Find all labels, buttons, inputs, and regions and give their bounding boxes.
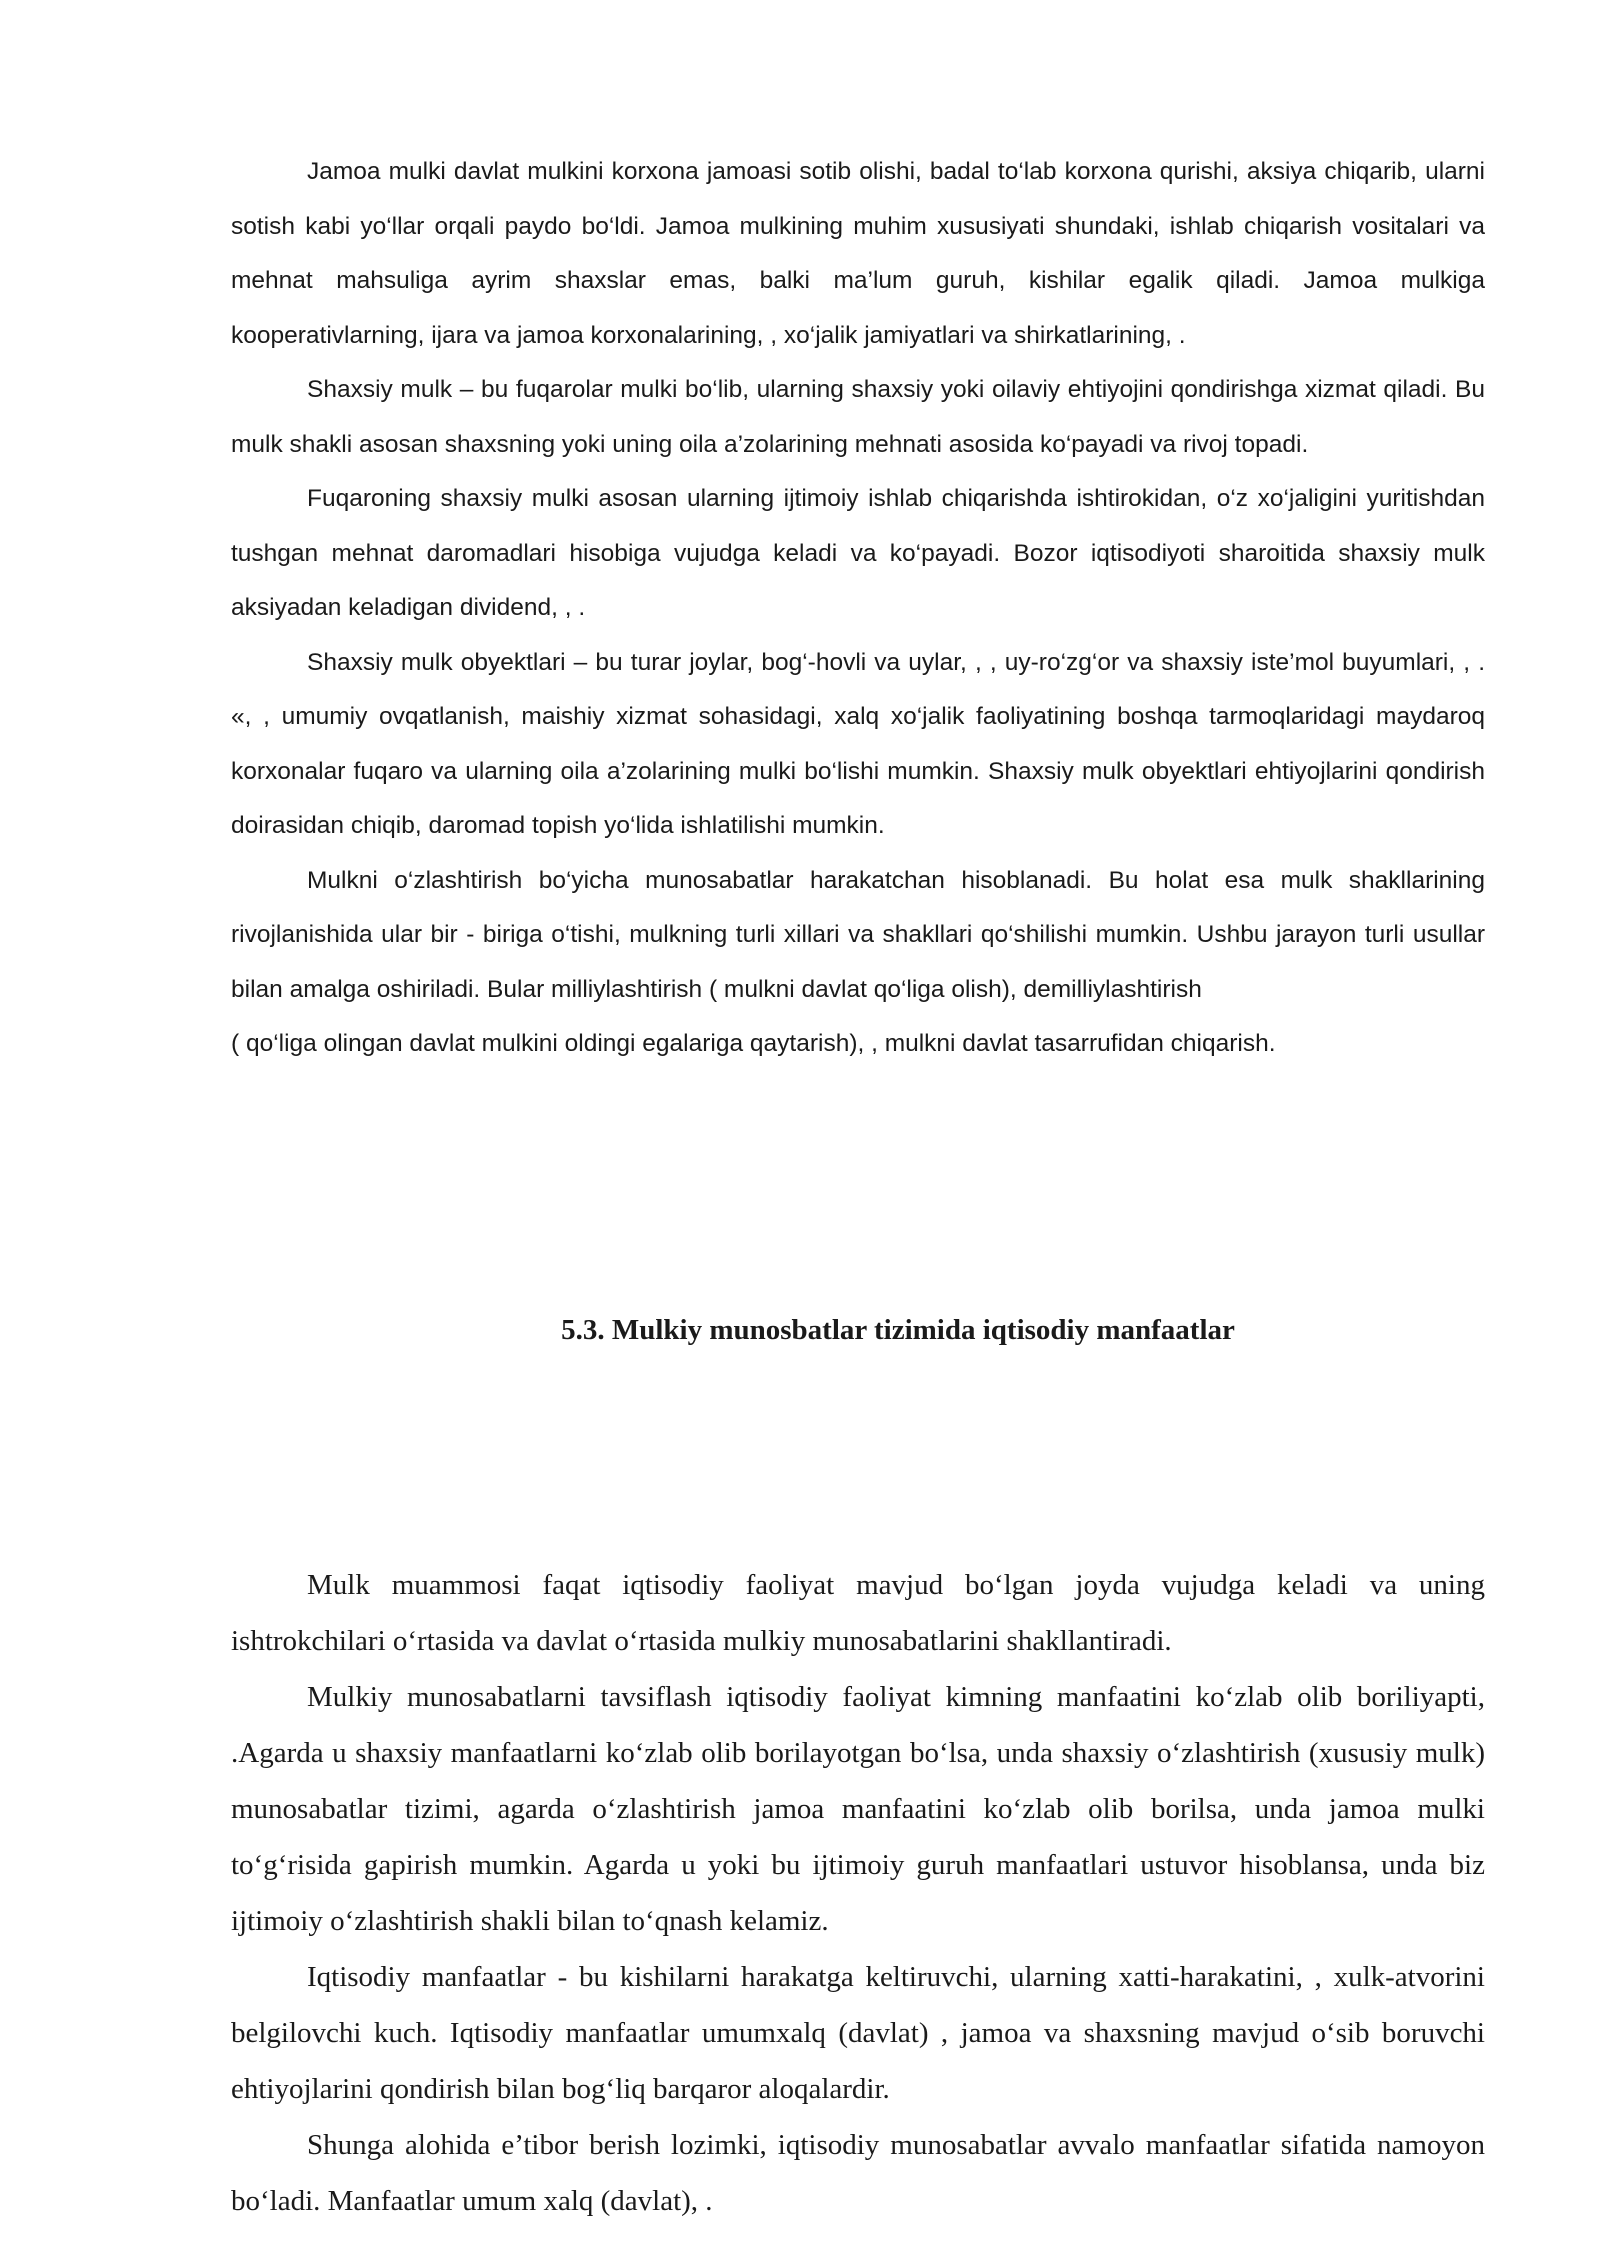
paragraph-fuqaroning-mulki: Fuqaroning shaxsiy mulki asosan ularning ijtimoiy ishlab chiqarishda ishtirokidan, o‘z xo‘jaligini yuritishdan tushgan mehnat daromadlari hisobiga vujudga keladi va ko‘payadi. Bozor iqtisodiyoti sharoitida shaxsiy mulk aksiyadan keladigan dividend, , .	[231, 485, 1485, 621]
paragraph-mulkni-ozlashtirish: Mulkni o‘zlashtirish bo‘yicha munosabatlar harakatchan hisoblanadi. Bu holat esa mulk shakllarining rivojlanishida ular bir - biriga o‘tishi, mulkning turli xillari va shakllari qo‘shilishi mumkin. Ushbu jarayon turli usullar bilan amalga oshiriladi. Bular milliylashtirish ( mulkni davlat qo‘liga olish), demilliylashtirish	[231, 866, 1485, 1003]
paragraph-iqtisodiy-manfaatlar: Iqtisodiy manfaatlar - bu kishilarni harakatga keltiruvchi, ularning xatti-harakatini, , xulk-atvorini belgilovchi kuch. Iqtisodiy manfaatlar umumxalq (davlat) , jamoa va shaxsning mavjud o‘sib boruvchi ehtiyojlarini qondirish bilan bog‘liq barqaror aloqalardir.	[231, 1961, 1485, 2105]
section-body	[231, 1557, 1485, 2229]
paragraph-shaxsiy-mulk-obyektlari: Shaxsiy mulk obyektlari – bu turar joylar, bog‘-hovli va uylar, , , uy-ro‘zg‘or va shaxsiy iste’mol buyumlari, , . «, , umumiy ovqatlanish, maishiy xizmat sohasidagi, xalq xo‘jalik faoliyatining boshqa tarmoqlaridagi maydaroq korxonalar fuqaro va ularning oila a’zolarining mulki bo‘lishi mumkin. Shaxsiy mulk obyektlari ehtiyojlarini qondirish doirasidan chiqib, daromad topish yo‘lida ishlatilishi mumkin.	[231, 648, 1485, 839]
paragraph-shaxsiy-mulk: Shaxsiy mulk – bu fuqarolar mulki bo‘lib, ularning shaxsiy yoki oilaviy ehtiyojini qondirishga xizmat qiladi. Bu mulk shakli asosan shaxsning yoki uning oila a’zolarining mehnati asosida ko‘payadi va rivoj topadi.	[231, 376, 1485, 458]
paragraph-jamoa-mulki: Jamoa mulki davlat mulkini korxona jamoasi sotib olishi, badal to‘lab korxona qurishi, aksiya chiqarib, ularni sotish kabi yo‘llar orqali paydo bo‘ldi. Jamoa mulkining muhim xususiyati shundaki, ishlab chiqarish vositalari va mehnat mahsuliga ayrim shaxslar emas, balki ma’lum guruh, kishilar egalik qiladi. Jamoa mulkiga kooperativlarning, ijara va jamoa korxonalarining, , xo‘jalik jamiyatlari va shirkatlarining, .	[231, 158, 1485, 349]
paragraph-shunga-alohida: Shunga alohida e’tibor berish lozimki, iqtisodiy munosabatlar avvalo manfaatlar sifatida namoyon bo‘ladi. Manfaatlar umum xalq (davlat), .	[231, 2129, 1485, 2217]
document-page	[231, 145, 1485, 2217]
paragraph-mulk-muammosi: Mulk muammosi faqat iqtisodiy faoliyat mavjud bo‘lgan joyda vujudga keladi va uning ishtrokchilari o‘rtasida va davlat o‘rtasida mulkiy munosabatlarini shakllantiradi.	[231, 1569, 1485, 1657]
paragraph-mulkiy-munosabatlar: Mulkiy munosabatlarni tavsiflash iqtisodiy faoliyat kimning manfaatini ko‘zlab olib boriliyapti, .Agarda u shaxsiy manfaatlarni ko‘zlab olib borilayotgan bo‘lsa, unda shaxsiy o‘zlashtirish (xususiy mulk) munosabatlar tizimi, agarda o‘zlashtirish jamoa manfaatini ko‘zlab olib borilsa, unda jamoa mulki to‘g‘risida gapirish mumkin. Agarda u yoki bu ijtimoiy guruh manfaatlari ustuvor hisoblansa, unda biz ijtimoiy o‘zlashtirish shakli bilan to‘qnash kelamiz.	[231, 1681, 1485, 1937]
section-heading: 5.3. Mulkiy munosbatlar tizimida iqtisodiy manfaatlar	[561, 1314, 1235, 1346]
paragraph-continuation: ( qo‘liga olingan davlat mulkini oldingi egalariga qaytarish), , mulkni davlat tasarrufidan chiqarish.	[231, 1030, 1276, 1057]
